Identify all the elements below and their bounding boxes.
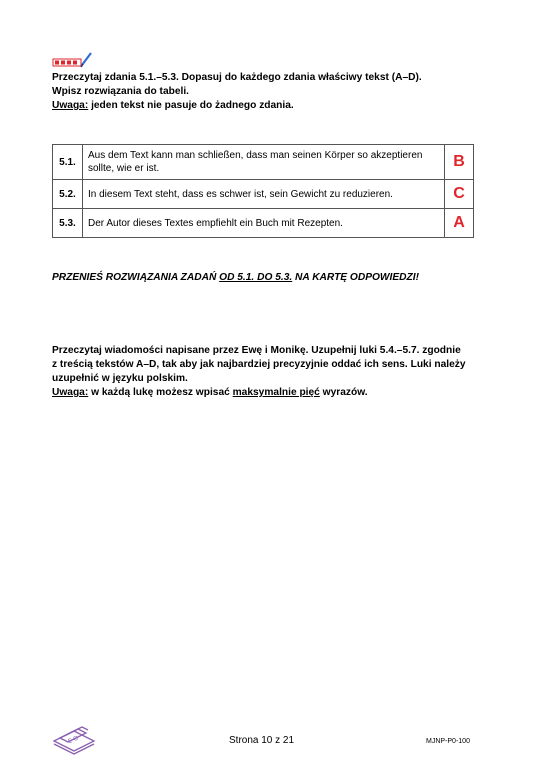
task-type-icon xyxy=(52,51,94,69)
exam-code: MJNP-P0-100 xyxy=(426,738,470,745)
transfer-part1: PRZENIEŚ ROZWIĄZANIA ZADAŃ xyxy=(52,272,220,283)
row-statement: Der Autor dieses Textes empfiehlt ein Buch mit Rezepten. xyxy=(83,209,445,238)
answer-cell[interactable]: C xyxy=(445,180,474,209)
task2-note-post: wyrazów. xyxy=(319,387,368,398)
row-statement: In diesem Text steht, dass es schwer ist, sein Gewicht zu reduzieren. xyxy=(83,180,445,209)
task1-note-label: Uwaga: xyxy=(52,100,89,111)
transfer-part3: NA KARTĘ ODPOWIEDZI! xyxy=(292,272,419,283)
answer-cell[interactable]: B xyxy=(445,145,474,180)
table-row xyxy=(53,180,474,209)
row-statement: Aus dem Text kann man schließen, dass man seinen Körper so akzeptieren sollte, wie er ist. xyxy=(83,145,445,180)
task2-note-label: Uwaga: xyxy=(52,387,89,398)
task2-note-emph: maksymalnie pięć xyxy=(232,387,320,398)
transfer-range: OD 5.1. DO 5.3. xyxy=(219,272,293,283)
task1-instruction-line1: Przeczytaj zdania 5.1.–5.3. Dopasuj do każdego zdania właściwy tekst (A–D). xyxy=(52,72,422,83)
row-number: 5.2. xyxy=(53,180,83,209)
task1-note xyxy=(52,99,294,113)
svg-text:E O: E O xyxy=(67,734,80,746)
page-number: Strona 10 z 21 xyxy=(229,735,295,746)
row-number: 5.1. xyxy=(53,145,83,180)
task2-line1: Przeczytaj wiadomości napisane przez Ewę i Monikę. Uzupełnij luki 5.4.–5.7. zgodnie xyxy=(52,345,461,356)
row-number: 5.3. xyxy=(53,209,83,238)
task2-line3: uzupełnić w języku polskim. xyxy=(52,373,188,384)
task2-line2: z treścią tekstów A–D, tak aby jak najbardziej precyzyjnie oddać ich sens. Luki należy xyxy=(52,359,466,370)
exam-logo-icon xyxy=(50,723,98,755)
task2-note xyxy=(52,386,368,400)
task1-instruction-line2: Wpisz rozwiązania do tabeli. xyxy=(52,86,189,97)
table-row xyxy=(53,209,474,238)
table-row xyxy=(53,145,474,180)
answer-cell[interactable]: A xyxy=(445,209,474,238)
task1-note-text: jeden tekst nie pasuje do żadnego zdania. xyxy=(88,100,294,111)
answer-table xyxy=(52,144,474,238)
transfer-notice xyxy=(52,272,419,283)
task2-note-pre: w każdą lukę możesz wpisać xyxy=(88,387,233,398)
